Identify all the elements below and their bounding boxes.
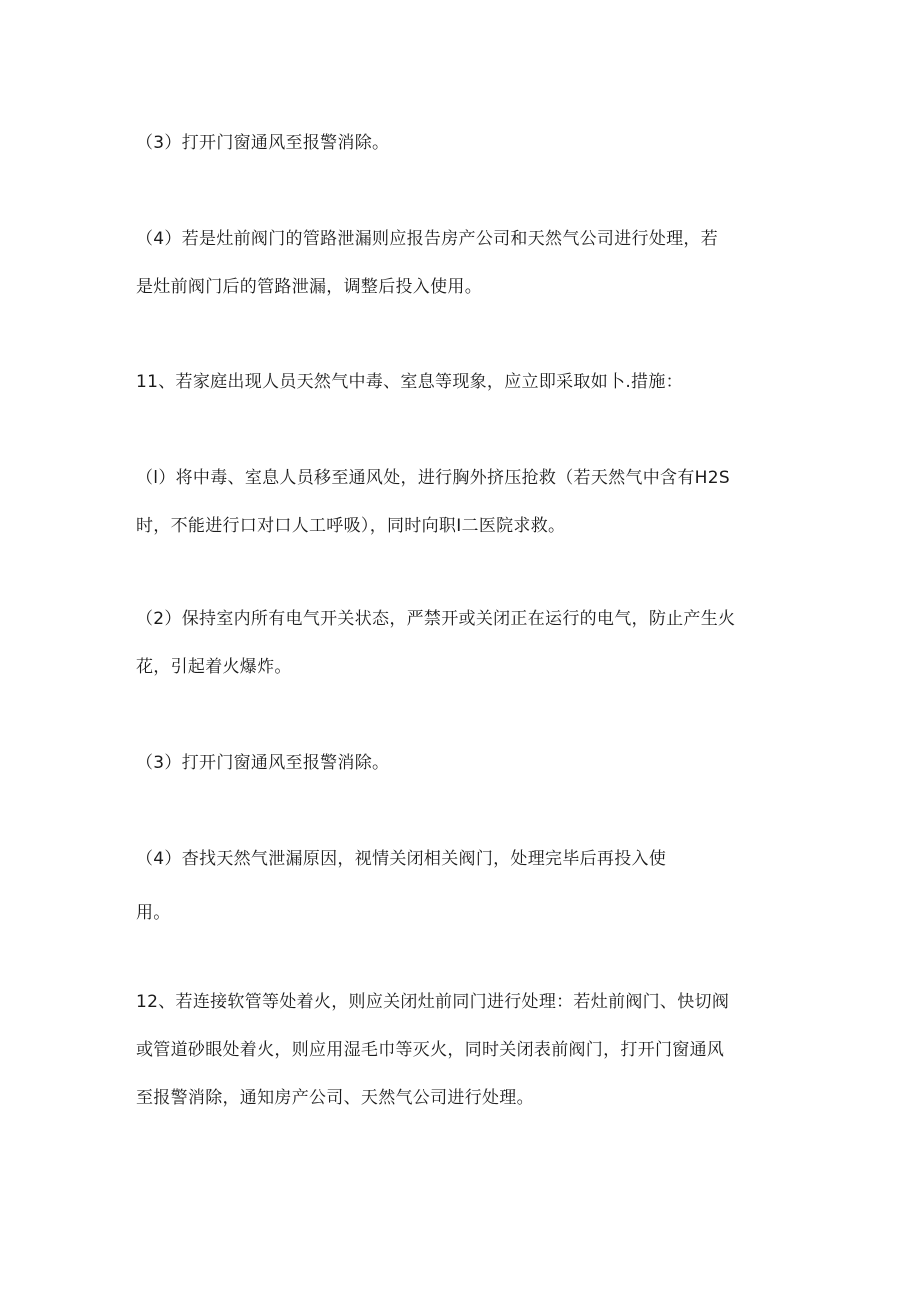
- item11-heading-line: 11、若家庭出现人员天然气中毒、室息等现象，应立即采取如卜.措施：: [136, 372, 683, 392]
- item11-step2-line-2: 花，引起着火爆炸。: [136, 657, 292, 677]
- item12-line-3: 至报警消除，通知房产公司、天然气公司进行处理。: [136, 1088, 534, 1108]
- step4-pipe-leak-line-1: （4）若是灶前阀门的管路泄漏则应报告房产公司和天然气公司进行处理，若: [136, 229, 719, 249]
- item11-step1-line-1: （l）将中毒、室息人员移至通风处，进行胸外挤压抢救（若天然气中含有H2S: [136, 468, 730, 488]
- item11-step2-line-1: （2）保持室内所有电气开关状态，严禁开或关闭正在运行的电气，防止产生火: [136, 609, 736, 629]
- item11-step4-line-1: （4）杳找天然气泄漏原因，视情关闭相关阀门，处理完毕后再投入使: [136, 849, 667, 869]
- item11-step1-line-2: 时，不能进行口对口人工呼吸），同时向职I二医院求救。: [136, 516, 566, 536]
- step3-vent-line-1: （3）打开门窗通风至报警消除。: [136, 133, 390, 153]
- item11-step4-line-2: 用。: [136, 903, 171, 923]
- item11-step3-line-1: （3）打开门窗通风至报警消除。: [136, 753, 390, 773]
- item12-line-1: 12、若连接软管等处着火，则应关闭灶前同门进行处理：若灶前阀门、快切阀: [136, 992, 730, 1012]
- item12-line-2: 或管道砂眼处着火，则应用湿毛巾等灭火，同时关闭表前阀门，打开门窗通风: [136, 1040, 725, 1060]
- step4-pipe-leak-line-2: 是灶前阀门后的管路泄漏，调整后投入使用。: [136, 277, 482, 297]
